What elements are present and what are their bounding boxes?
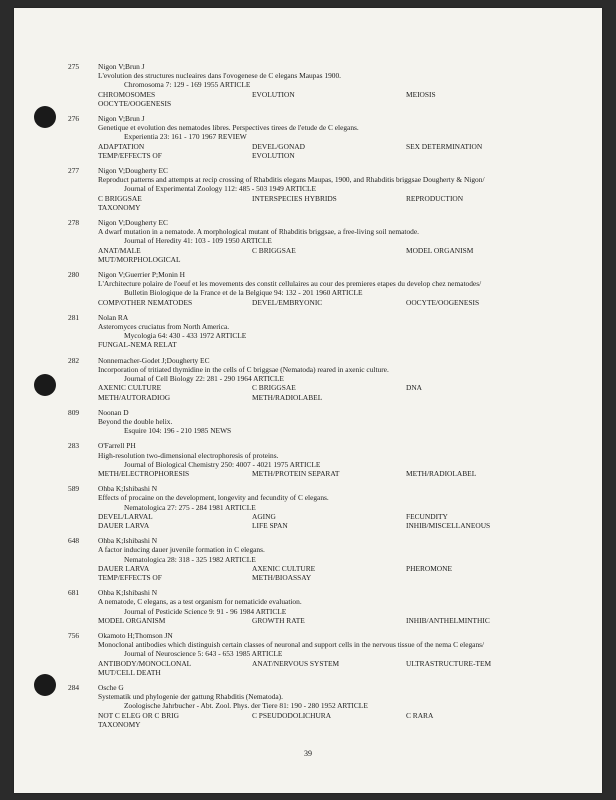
entry-authors: Nigon V;Guerrier P;Monin H <box>98 270 185 280</box>
keyword: METH/PROTEIN SEPARAT <box>252 468 340 478</box>
keyword: SEX DETERMINATION <box>406 141 483 151</box>
entry-title: Monoclonal antibodies which distinguish certain classes of neuronal and support cells in the nervous tissue of the nema C elegans/ <box>98 640 485 650</box>
bibliography-entry <box>14 270 602 307</box>
keyword-row <box>98 668 602 677</box>
entry-number: 589 <box>68 484 80 494</box>
bibliography-entry <box>14 683 602 729</box>
keyword <box>406 668 586 677</box>
keyword: CHROMOSOMES <box>98 89 156 99</box>
entry-authors: Nigon V;Dougherty EC <box>98 166 168 176</box>
entry-title: Genetique et evolution des nematodes libres. Perspectives tirees de l'etude de C elegans. <box>98 123 359 133</box>
bibliography-entry <box>14 62 602 108</box>
keyword: ADAPTATION <box>98 141 145 151</box>
keyword: AXENIC CULTURE <box>252 563 316 573</box>
entry-source: Journal of Experimental Zoology 112: 485 - 503 1949 ARTICLE <box>124 184 317 194</box>
keyword: MUT/CELL DEATH <box>98 667 161 677</box>
keyword: METH/BIOASSAY <box>252 572 312 582</box>
keyword: ANAT/NERVOUS SYSTEM <box>252 658 340 668</box>
keyword: ANAT/MALE <box>98 245 141 255</box>
keyword: ULTRASTRUCTURE-TEM <box>406 658 492 668</box>
page-number: 39 <box>304 749 312 758</box>
entry-title: High-resolution two-dimensional electrophoresis of proteins. <box>98 450 279 460</box>
keyword-row <box>98 255 602 264</box>
keyword: MODEL ORGANISM <box>406 245 474 255</box>
keyword: LIFE SPAN <box>252 520 288 530</box>
keyword: TEMP/EFFECTS OF <box>98 572 162 582</box>
keyword: EVOLUTION <box>252 150 295 160</box>
entry-authors: Nigon V;Brun J <box>98 62 145 71</box>
entry-source: Chromosoma 7: 129 - 169 1955 ARTICLE <box>124 80 251 90</box>
keyword: DEVEL/EMBRYONIC <box>252 297 323 307</box>
entry-authors: Ohba K;Ishibashi N <box>98 588 158 598</box>
keyword: MODEL ORGANISM <box>98 615 166 625</box>
keyword: FUNGAL-NEMA RELAT <box>98 340 177 350</box>
bibliography-entry <box>14 114 602 160</box>
keyword: C BRIGGSAE <box>98 193 142 203</box>
keyword: AXENIC CULTURE <box>98 383 162 393</box>
keyword: COMP/OTHER NEMATODES <box>98 297 193 307</box>
keyword: METH/RADIOLABEL <box>406 468 477 478</box>
bibliography-entry <box>14 356 602 402</box>
keyword-row <box>98 298 602 307</box>
bibliography-entry <box>14 313 602 350</box>
keyword-row <box>98 564 602 573</box>
bibliography-list <box>14 62 602 735</box>
entry-authors: Osche G <box>98 682 124 692</box>
entry-source: Journal of Pesticide Science 9: 91 - 96 1984 ARTICLE <box>124 606 287 616</box>
bibliography-entry <box>14 408 602 436</box>
entry-title: L'evolution des structures nucleaires dans l'ovogenese de C elegans Maupas 1900. <box>98 71 341 81</box>
keyword-row <box>98 383 602 392</box>
keyword: METH/RADIOLABEL <box>252 392 323 402</box>
keyword <box>406 203 586 212</box>
keyword <box>252 99 406 108</box>
keyword-row <box>98 720 602 729</box>
bibliography-entry <box>14 631 602 677</box>
keyword-row <box>98 340 602 349</box>
entry-number: 275 <box>68 62 80 71</box>
entry-title: Asteromyces cruciatus from North America. <box>98 322 230 332</box>
entry-source: Journal of Neuroscience 5: 643 - 653 1985 ARTICLE <box>124 649 283 659</box>
entry-title: Incorporation of tritiated thymidine in the cells of C briggsae (Nematoda) reared in axenic culture. <box>98 364 389 374</box>
entry-authors: Nigon V;Dougherty EC <box>98 218 168 228</box>
keyword-row <box>98 246 602 255</box>
keyword-row <box>98 711 602 720</box>
entry-number: 281 <box>68 312 80 322</box>
entry-number: 282 <box>68 355 80 365</box>
entry-number: 284 <box>68 682 80 692</box>
bibliography-entry <box>14 441 602 478</box>
keyword: REPRODUCTION <box>406 193 464 203</box>
keyword: FECUNDITY <box>406 511 448 521</box>
keyword: DAUER LARVA <box>98 563 150 573</box>
keyword <box>406 99 586 108</box>
keyword: TAXONOMY <box>98 202 141 212</box>
keyword-row <box>98 99 602 108</box>
keyword: TEMP/EFFECTS OF <box>98 150 162 160</box>
keyword: EVOLUTION <box>252 89 295 99</box>
keyword: INHIB/ANTHELMINTHIC <box>406 615 490 625</box>
entry-title: Beyond the double helix. <box>98 416 173 426</box>
entry-number: 276 <box>68 114 80 124</box>
keyword <box>252 203 406 212</box>
keyword-row <box>98 659 602 668</box>
entry-number: 283 <box>68 441 80 451</box>
entry-number: 648 <box>68 536 80 546</box>
entry-authors: Ohba K;Ishibashi N <box>98 536 158 546</box>
keyword <box>252 340 406 349</box>
keyword: C RARA <box>406 710 434 720</box>
entry-number: 278 <box>68 218 80 228</box>
entry-source: Mycologia 64: 430 - 433 1972 ARTICLE <box>124 331 247 341</box>
entry-authors: Ohba K;Ishibashi N <box>98 484 158 494</box>
entry-number: 280 <box>68 270 80 280</box>
entry-number: 809 <box>68 407 80 417</box>
entry-source: Nematologica 27: 275 - 284 1981 ARTICLE <box>124 502 256 512</box>
keyword: ANTIBODY/MONOCLONAL <box>98 658 192 668</box>
keyword-row <box>98 151 602 160</box>
keyword: NOT C ELEG OR C BRIG <box>98 710 179 720</box>
entry-source: Journal of Cell Biology 22: 281 - 290 1964 ARTICLE <box>124 374 284 384</box>
keyword: INHIB/MISCELLANEOUS <box>406 520 491 530</box>
entry-title: A dwarf mutation in a nematode. A morphological mutant of Rhabditis briggsae, a free-living soil nematode. <box>98 227 420 237</box>
entry-source: Nematologica 28: 318 - 325 1982 ARTICLE <box>124 554 256 564</box>
bibliography-entry <box>14 484 602 530</box>
entry-authors: O'Farrell PH <box>98 441 136 451</box>
entry-number: 277 <box>68 166 80 176</box>
keyword: DNA <box>406 383 423 393</box>
keyword <box>252 720 406 729</box>
keyword-row <box>98 393 602 402</box>
keyword: C BRIGGSAE <box>252 245 296 255</box>
keyword <box>406 393 586 402</box>
entry-source: Journal of Biological Chemistry 250: 4007 - 4021 1975 ARTICLE <box>124 459 321 469</box>
entry-source: Esquire 104: 196 - 210 1985 NEWS <box>124 426 232 436</box>
entry-source: Zoologische Jahrbucher - Abt. Zool. Phys. der Tiere 81: 190 - 280 1952 ARTICLE <box>124 701 368 711</box>
keyword: GROWTH RATE <box>252 615 305 625</box>
keyword-row <box>98 521 602 530</box>
keyword-row <box>98 203 602 212</box>
entry-source: Experientia 23: 161 - 170 1967 REVIEW <box>124 132 247 142</box>
keyword: DEVEL/LARVAL <box>98 511 153 521</box>
bibliography-entry <box>14 536 602 582</box>
entry-title: Reproduct patterns and attempts at recip crossing of Rhabditis elegans Maupas, 1900, and Rhabditis briggsae Dougherty & Nigon/ <box>98 175 485 185</box>
entry-authors: Nigon V;Brun J <box>98 114 145 124</box>
keyword <box>252 255 406 264</box>
keyword-row <box>98 142 602 151</box>
keyword: C PSEUDODOLICHURA <box>252 710 332 720</box>
bibliography-entry <box>14 166 602 212</box>
keyword: MUT/MORPHOLOGICAL <box>98 254 181 264</box>
entry-number: 756 <box>68 630 80 640</box>
keyword: OOCYTE/OOGENESIS <box>406 297 480 307</box>
keyword <box>406 340 586 349</box>
entry-title: Effects of procaine on the development, longevity and fecundity of C elegans. <box>98 493 329 503</box>
keyword <box>406 573 586 582</box>
keyword-row <box>98 616 602 625</box>
keyword: METH/ELECTROPHORESIS <box>98 468 190 478</box>
bibliography-entry <box>14 588 602 625</box>
keyword <box>406 151 586 160</box>
entry-authors: Nolan RA <box>98 312 129 322</box>
keyword-row <box>98 194 602 203</box>
keyword-row <box>98 573 602 582</box>
entry-number: 681 <box>68 588 80 598</box>
bibliography-entry <box>14 218 602 264</box>
keyword: PHEROMONE <box>406 563 452 573</box>
keyword: OOCYTE/OOGENESIS <box>98 98 172 108</box>
keyword: DAUER LARVA <box>98 520 150 530</box>
entry-authors: Okamoto H;Thomson JN <box>98 630 173 640</box>
keyword: DEVEL/GONAD <box>252 141 305 151</box>
keyword <box>252 668 406 677</box>
keyword <box>406 255 586 264</box>
entry-source: Bulletin Biologique de la France et de la Belgique 94: 132 - 201 1960 ARTICLE <box>124 288 363 298</box>
keyword: MEIOSIS <box>406 89 436 99</box>
document-page <box>14 8 602 793</box>
keyword-row <box>98 90 602 99</box>
keyword <box>406 720 586 729</box>
entry-title: L'Architecture polaire de l'oeuf et les movements des constit cellulaires au cour des premieres etapes du develop chez nematodes/ <box>98 279 482 289</box>
keyword: INTERSPECIES HYBRIDS <box>252 193 337 203</box>
keyword-row <box>98 512 602 521</box>
keyword: METH/AUTORADIOG <box>98 392 171 402</box>
entry-authors: Nonnemacher-Godet J;Dougherty EC <box>98 355 210 365</box>
entry-title: Systematik und phylogenie der gattung Rhabditis (Nematoda). <box>98 692 283 702</box>
entry-title: A nematode, C elegans, as a test organism for nematicide evaluation. <box>98 597 302 607</box>
entry-source: Journal of Heredity 41: 103 - 109 1950 ARTICLE <box>124 236 272 246</box>
keyword: C BRIGGSAE <box>252 383 296 393</box>
keyword: TAXONOMY <box>98 719 141 729</box>
keyword-row <box>98 469 602 478</box>
keyword: AGING <box>252 511 276 521</box>
entry-title: A factor inducing dauer juvenile formation in C elegans. <box>98 545 265 555</box>
entry-authors: Noonan D <box>98 407 129 417</box>
